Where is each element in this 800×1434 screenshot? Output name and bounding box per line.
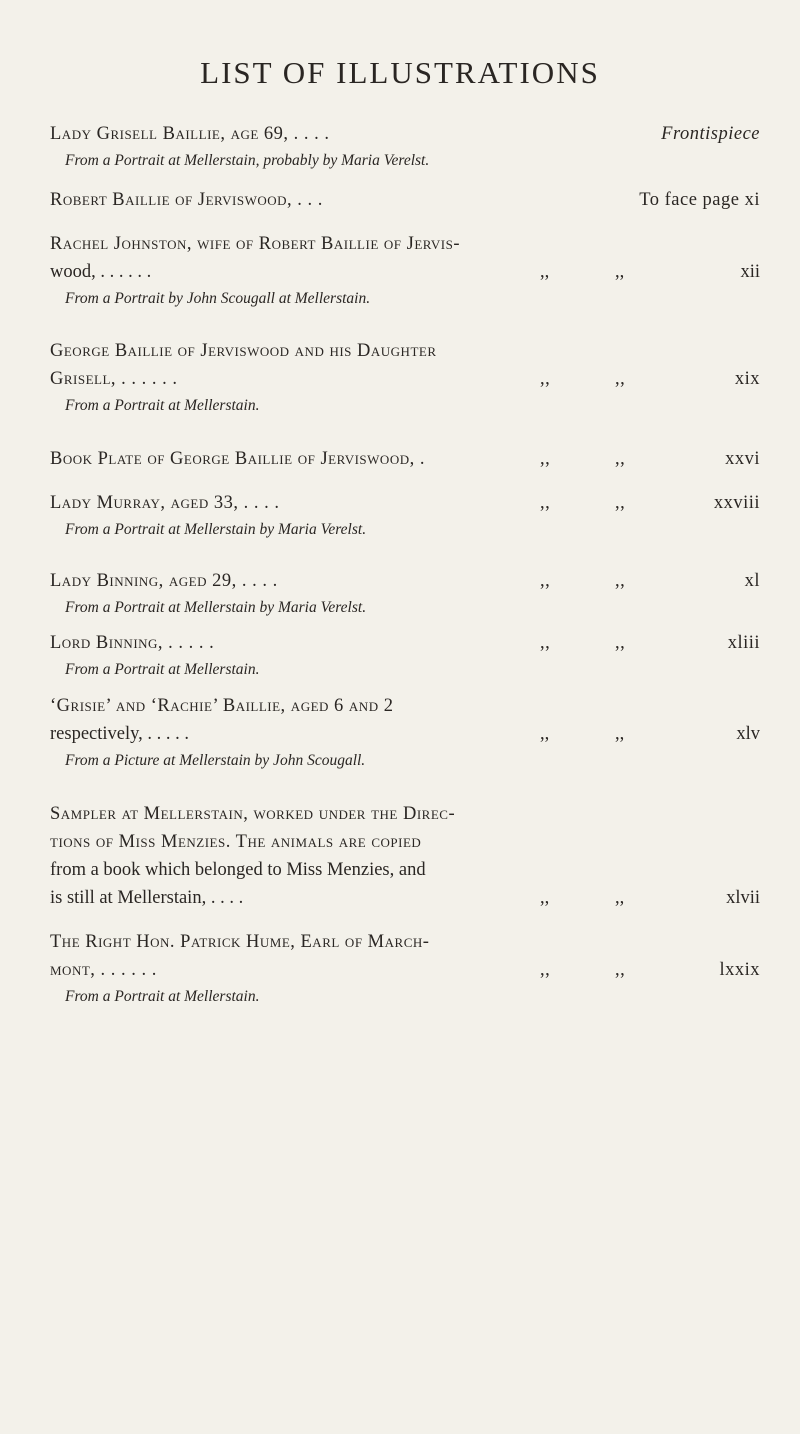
entry-line: wood, . . . . . . ,, ,, xii <box>50 258 760 286</box>
entry-line: Robert Baillie of Jerviswood, . . . To face page xi <box>50 186 760 214</box>
entry-page: xxviii <box>713 493 760 513</box>
ditto-mark: ,, <box>540 369 551 389</box>
ditto-mark: ,, <box>540 633 551 653</box>
entry-line: Grisell, . . . . . . ,, ,, xix <box>50 365 760 393</box>
entry-line: from a book which belonged to Miss Menzies, and <box>50 860 426 880</box>
ditto-mark: ,, <box>615 960 626 980</box>
page-title: LIST OF ILLUSTRATIONS <box>200 55 600 90</box>
list-item <box>50 186 760 214</box>
ditto-mark: ,, <box>540 262 550 282</box>
entry-page: xlv <box>736 724 760 744</box>
ditto-mark: ,, <box>615 449 626 469</box>
ditto-mark: ,, <box>615 369 626 389</box>
ditto-mark: ,, <box>540 724 550 744</box>
ditto-mark: ,, <box>540 888 550 908</box>
entry-line: Lady Binning, aged 29, . . . . ,, ,, xl <box>50 567 760 595</box>
entry-subtitle: From a Portrait at Mellerstain, probably by Maria Verelst. <box>65 152 430 169</box>
list-item <box>50 629 760 683</box>
entry-page: xliii <box>727 633 760 653</box>
list-item <box>50 120 760 174</box>
entry-page: xxvi <box>725 449 760 469</box>
entry-page: To face page xi <box>639 190 760 210</box>
list-item <box>50 567 760 621</box>
entry-page: xl <box>744 571 760 591</box>
entry-line: respectively, . . . . . ,, ,, xlv <box>50 720 760 748</box>
ditto-mark: ,, <box>540 449 551 469</box>
ditto-mark: ,, <box>615 888 625 908</box>
entry-line: Sampler at Mellerstain, worked under the Direc- <box>50 804 456 824</box>
entry-line: mont, . . . . . . ,, ,, lxxix <box>50 956 760 984</box>
entry-line: tions of Miss Menzies. The animals are copied <box>50 832 422 852</box>
entry-line: Lady Grisell Baillie, age 69, . . . . Frontispiece <box>50 120 760 148</box>
entry-line: is still at Mellerstain, . . . . ,, ,, xlvii <box>50 884 760 912</box>
list-item <box>50 230 760 312</box>
entry-subtitle: From a Picture at Mellerstain by John Scougall. <box>65 752 366 769</box>
entry-line: George Baillie of Jerviswood and his Daughter <box>50 341 437 361</box>
entry-page: Frontispiece <box>661 124 760 144</box>
entry-subtitle: From a Portrait by John Scougall at Mellerstain. <box>65 290 371 307</box>
ditto-mark: ,, <box>615 724 625 744</box>
entry-line: Lord Binning, . . . . . ,, ,, xliii <box>50 629 760 657</box>
entry-subtitle: From a Portrait at Mellerstain by Maria Verelst. <box>65 521 367 538</box>
ditto-mark: ,, <box>615 262 625 282</box>
list-item <box>50 445 760 473</box>
entry-line: ‘Grisie’ and ‘Rachie’ Baillie, aged 6 and 2 <box>50 696 394 716</box>
list-item <box>50 800 760 912</box>
entry-subtitle: From a Portrait at Mellerstain by Maria Verelst. <box>65 599 367 616</box>
entry-line: Lady Murray, aged 33, . . . . ,, ,, xxviii <box>50 489 760 517</box>
entry-page: xlvii <box>726 888 760 908</box>
ditto-mark: ,, <box>540 493 551 513</box>
list-item <box>50 928 760 1010</box>
entry-subtitle: From a Portrait at Mellerstain. <box>65 988 260 1005</box>
ditto-mark: ,, <box>540 571 551 591</box>
entry-line: Book Plate of George Baillie of Jerviswood, . ,, ,, xxvi <box>50 445 760 473</box>
ditto-mark: ,, <box>540 960 551 980</box>
list-item <box>50 337 760 419</box>
list-item <box>50 489 760 543</box>
entry-line: The Right Hon. Patrick Hume, Earl of March- <box>50 932 430 952</box>
ditto-mark: ,, <box>615 493 626 513</box>
list-item <box>50 692 760 774</box>
entry-subtitle: From a Portrait at Mellerstain. <box>65 397 260 414</box>
ditto-mark: ,, <box>615 571 626 591</box>
entry-subtitle: From a Portrait at Mellerstain. <box>65 661 260 678</box>
ditto-mark: ,, <box>615 633 626 653</box>
entry-page: xii <box>740 262 760 282</box>
entry-line: Rachel Johnston, wife of Robert Baillie of Jervis- <box>50 234 461 254</box>
entry-page: lxxix <box>719 960 760 980</box>
entry-page: xix <box>734 369 760 389</box>
